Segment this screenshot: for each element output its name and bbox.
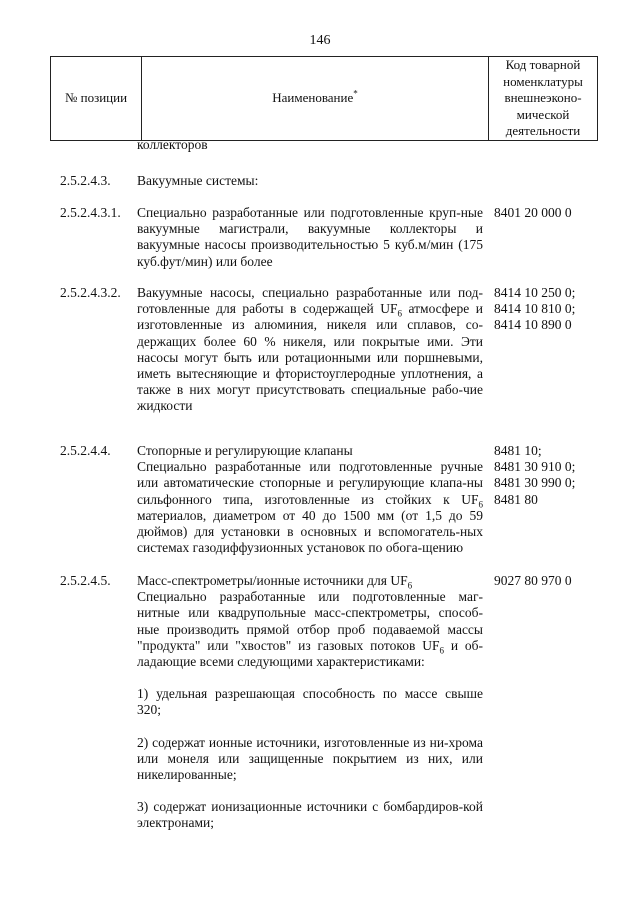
characteristic-item: 2) содержат ионные источники, изготовленные из ни-хрома или монеля или защищенные покрытием из них, или никелированные;: [137, 734, 483, 783]
continuation-text: коллекторов: [137, 137, 208, 152]
position-number: 2.5.2.4.3.2.: [60, 285, 121, 300]
item-description: Вакуумные системы:: [137, 173, 259, 188]
characteristic-item: 1) удельная разрешающая способность по массе свыше 320;: [137, 686, 483, 718]
characteristic-item: 3) содержат ионизационные источники с бомбардиров-кой электронами;: [137, 799, 483, 831]
header-code: Код товарной номенклатуры внешнеэконо-мической деятельности: [489, 57, 598, 141]
item-title: Стопорные и регулирующие клапаны: [137, 443, 353, 458]
table-header: [50, 56, 598, 141]
position-number: 2.5.2.4.4.: [60, 443, 111, 458]
position-number: 2.5.2.4.5.: [60, 573, 111, 588]
tnved-codes: 8414 10 250 0; 8414 10 810 0; 8414 10 890 0: [494, 285, 576, 333]
item-description: Стопорные и регулирующие клапаны Специально разработанные или подготовленные ручные или автоматические стопорные и регулирующие клапа-ны сильфонного типа, изготовленные из стойких к $UF_6$ материалов, диаметром от 40 до 1500 мм (от 1,5 до 59 дюймов) для установки в основных и вспомогатель-ных системах газодиффузионных установок по обога-щению: [137, 443, 483, 556]
footnote-mark: *: [353, 88, 358, 99]
header-position: № позиции: [51, 57, 142, 141]
item-description: Масс-спектрометры/ионные источники для $UF_6$ Специально разработанные или подготовленные маг-нитные или квадрупольные масс-спектрометры, способ-ные производить прямой отбор проб подаваемой массы "продукта" или "хвостов" из газовых потоков $UF_6$ и об-ладающие всеми следующими характеристиками: 1) удельная разрешающая способность по массе свыше 320; 2) содержат ионные источники, изготовленные из ни-хрома или монеля или защищенные покрытием из них, или никелированные; 3) содержат ионизационные источники с бомбардиров-кой электронами;: [137, 573, 483, 831]
position-number: 2.5.2.4.3.: [60, 173, 111, 188]
position-number: 2.5.2.4.3.1.: [60, 205, 121, 220]
item-description: Вакуумные насосы, специально разработанные или под-готовленные для работы в содержащей $UF_6$ атмосфере и изготовленные из алюминия, никеля или сплавов, со-держащих более 60 % никеля, или покрытые ими. Эти насосы могут быть или ротационными или поршневыми, иметь вытесняющие и фтористоуглеродные уплотнения, а также в них могут присутствовать специальные рабо-чие жидкости: [137, 285, 483, 414]
tnved-codes: 8481 10; 8481 30 910 0; 8481 30 990 0; 8481 80: [494, 443, 576, 507]
item-description: Специально разработанные или подготовленные круп-ные вакуумные магистрали, вакуумные коллекторы и вакуумные насосы производительностью 5 куб.м/мин (175 куб.фут/мин) или более: [137, 205, 483, 269]
tnved-codes: 8401 20 000 0: [494, 205, 572, 220]
header-name: Наименование*: [142, 57, 489, 141]
page-number: 146: [309, 33, 331, 48]
tnved-codes: 9027 80 970 0: [494, 573, 572, 588]
item-title: Масс-спектрометры/ионные источники для $UF_6$: [137, 573, 413, 591]
